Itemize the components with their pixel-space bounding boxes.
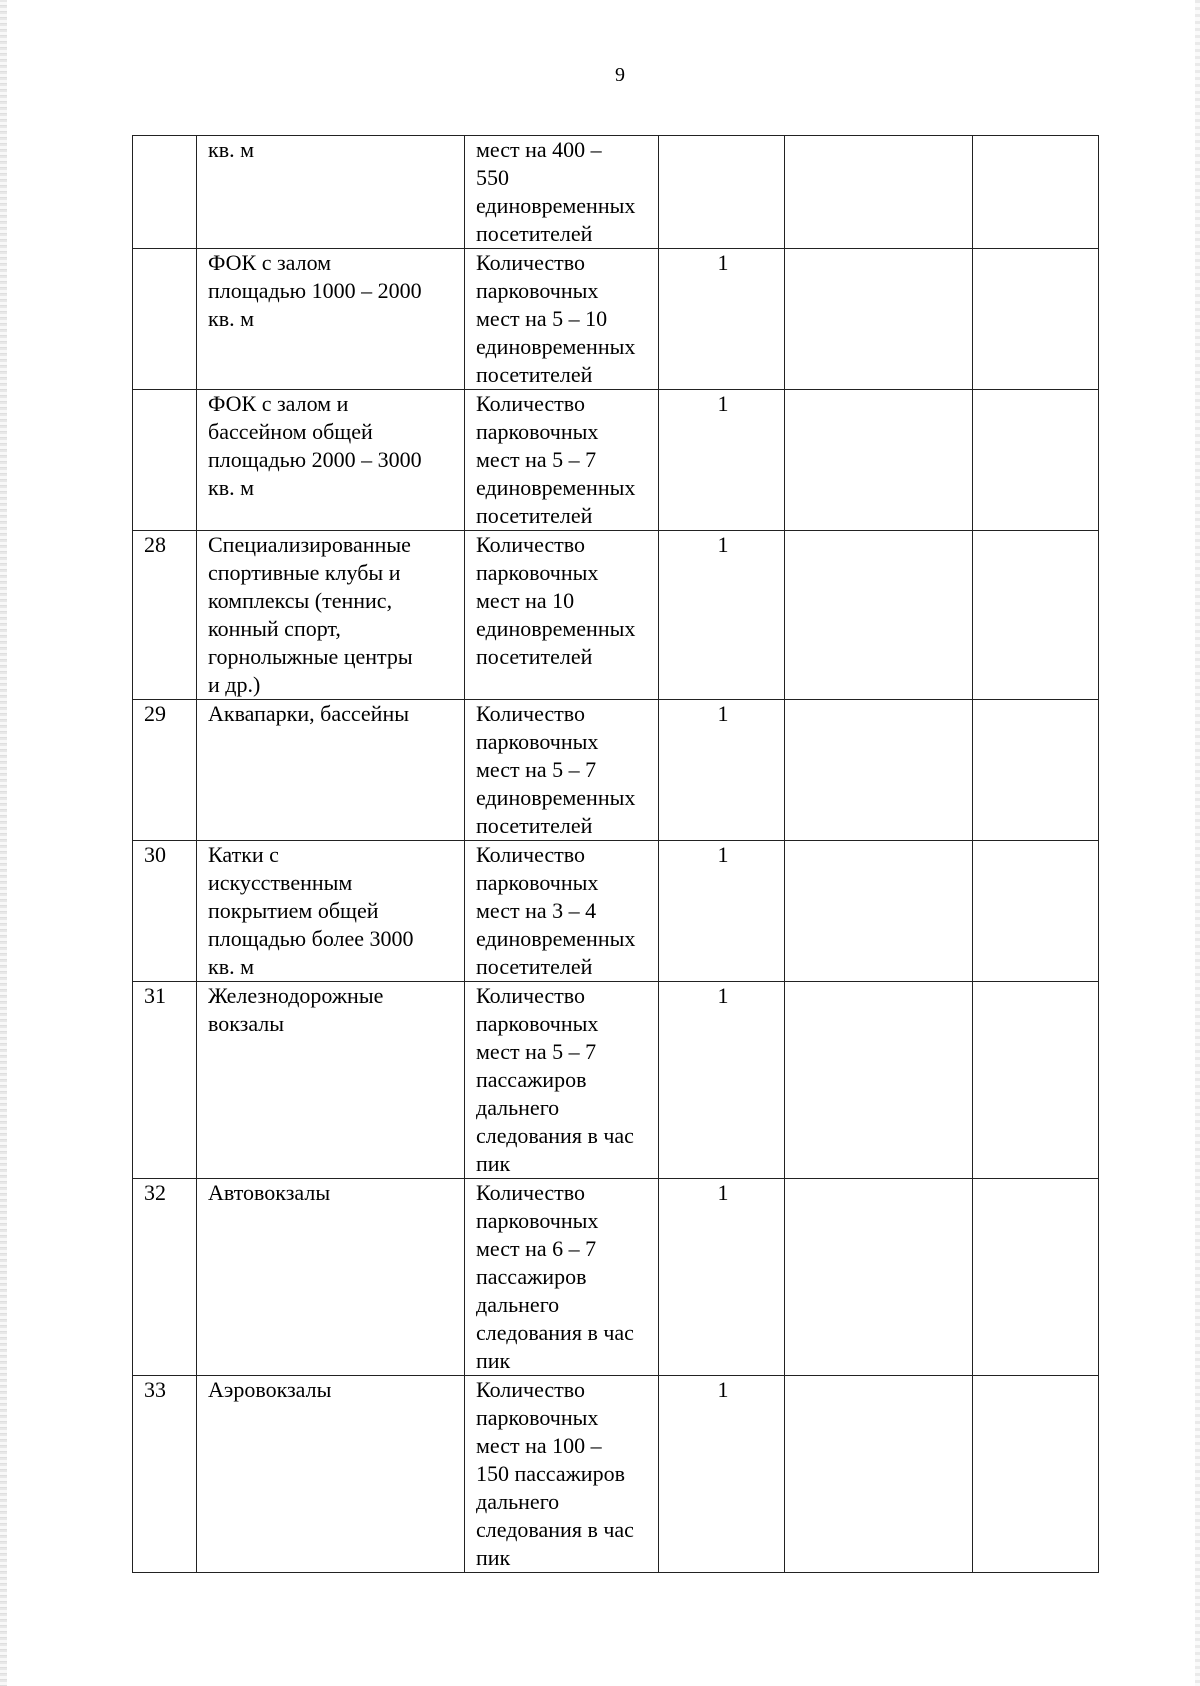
- quantity-cell: 1: [659, 531, 785, 700]
- quantity-cell: 1: [659, 390, 785, 531]
- empty-cell: [785, 1376, 973, 1573]
- scan-edge-right: [1195, 0, 1200, 1686]
- table-row: [133, 1179, 1099, 1376]
- quantity-cell: 1: [659, 249, 785, 390]
- object-type-cell: Катки с искусственным покрытием общей площадью более 3000 кв. м: [197, 841, 465, 982]
- empty-cell: [973, 390, 1099, 531]
- row-number: 31: [133, 982, 197, 1179]
- table-row: [133, 1376, 1099, 1573]
- page-number: 9: [615, 64, 625, 86]
- parking-norms-table: [132, 135, 1099, 1573]
- quantity-cell: 1: [659, 1179, 785, 1376]
- table-row: [133, 136, 1099, 249]
- row-number: 32: [133, 1179, 197, 1376]
- empty-cell: [785, 982, 973, 1179]
- parking-norm-cell: Количество парковочных мест на 100 – 150 пассажиров дальнего следования в час пик: [465, 1376, 659, 1573]
- table-row: [133, 531, 1099, 700]
- object-type-cell: ФОК с залом площадью 1000 – 2000 кв. м: [197, 249, 465, 390]
- quantity-cell: [659, 136, 785, 249]
- empty-cell: [973, 136, 1099, 249]
- quantity-cell: 1: [659, 841, 785, 982]
- empty-cell: [785, 136, 973, 249]
- scan-edge-left: [0, 0, 7, 1686]
- row-number: 29: [133, 700, 197, 841]
- object-type-cell: Специализированные спортивные клубы и комплексы (теннис, конный спорт, горнолыжные центры и др.): [197, 531, 465, 700]
- object-type-cell: ФОК с залом и бассейном общей площадью 2000 – 3000 кв. м: [197, 390, 465, 531]
- empty-cell: [785, 531, 973, 700]
- parking-norm-cell: Количество парковочных мест на 6 – 7 пассажиров дальнего следования в час пик: [465, 1179, 659, 1376]
- empty-cell: [785, 249, 973, 390]
- empty-cell: [785, 1179, 973, 1376]
- row-number: 28: [133, 531, 197, 700]
- row-number: 33: [133, 1376, 197, 1573]
- parking-norm-cell: мест на 400 – 550 единовременных посетителей: [465, 136, 659, 249]
- row-number: [133, 390, 197, 531]
- empty-cell: [973, 841, 1099, 982]
- empty-cell: [973, 249, 1099, 390]
- parking-norm-cell: Количество парковочных мест на 5 – 7 пассажиров дальнего следования в час пик: [465, 982, 659, 1179]
- quantity-cell: 1: [659, 1376, 785, 1573]
- quantity-cell: 1: [659, 982, 785, 1179]
- empty-cell: [973, 1179, 1099, 1376]
- table-row: [133, 841, 1099, 982]
- empty-cell: [785, 390, 973, 531]
- table-row: [133, 249, 1099, 390]
- table-row: [133, 700, 1099, 841]
- row-number: [133, 249, 197, 390]
- empty-cell: [973, 982, 1099, 1179]
- parking-norm-cell: Количество парковочных мест на 5 – 10 единовременных посетителей: [465, 249, 659, 390]
- row-number: [133, 136, 197, 249]
- table-row: [133, 982, 1099, 1179]
- parking-norm-cell: Количество парковочных мест на 5 – 7 единовременных посетителей: [465, 700, 659, 841]
- object-type-cell: кв. м: [197, 136, 465, 249]
- parking-norm-cell: Количество парковочных мест на 3 – 4 единовременных посетителей: [465, 841, 659, 982]
- quantity-cell: 1: [659, 700, 785, 841]
- parking-norm-cell: Количество парковочных мест на 10 единовременных посетителей: [465, 531, 659, 700]
- table-row: [133, 390, 1099, 531]
- empty-cell: [973, 700, 1099, 841]
- object-type-cell: Железнодорожные вокзалы: [197, 982, 465, 1179]
- empty-cell: [973, 531, 1099, 700]
- object-type-cell: Аквапарки, бассейны: [197, 700, 465, 841]
- empty-cell: [973, 1376, 1099, 1573]
- parking-norm-cell: Количество парковочных мест на 5 – 7 единовременных посетителей: [465, 390, 659, 531]
- empty-cell: [785, 700, 973, 841]
- object-type-cell: Аэровокзалы: [197, 1376, 465, 1573]
- object-type-cell: Автовокзалы: [197, 1179, 465, 1376]
- empty-cell: [785, 841, 973, 982]
- row-number: 30: [133, 841, 197, 982]
